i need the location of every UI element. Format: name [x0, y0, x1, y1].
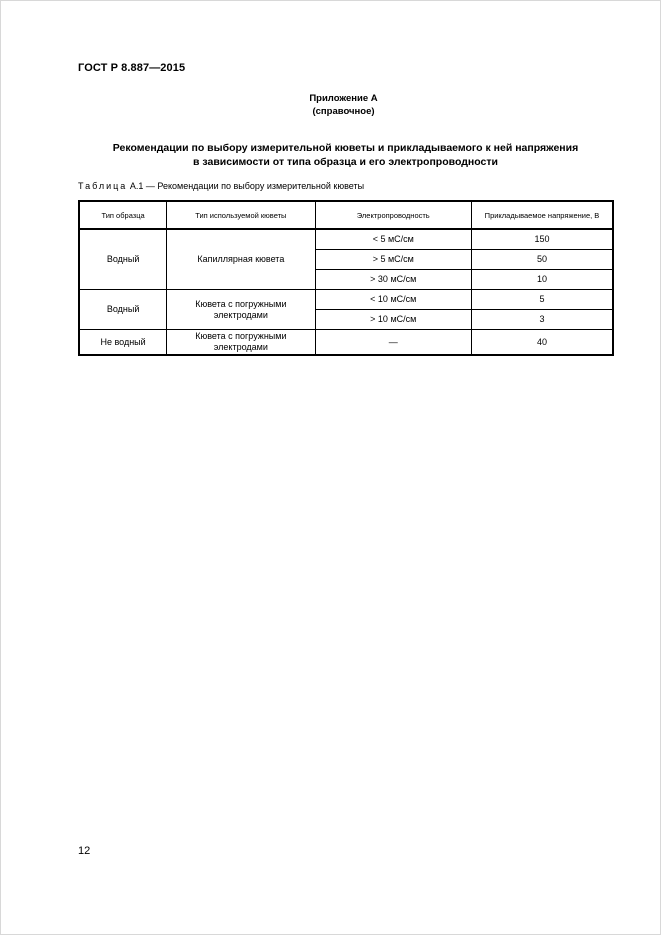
table-caption-label: Таблица — [78, 181, 128, 191]
cell-voltage: 150 — [471, 229, 613, 250]
cell-sample-type: Водный — [79, 229, 167, 290]
table-caption-text: — Рекомендации по выбору измерительной кюветы — [145, 181, 365, 191]
table-row — [79, 290, 613, 310]
header-voltage: Прикладываемое напряжение, В — [471, 201, 613, 229]
cell-cuvette-type: Кювета с погружными электродами — [167, 330, 315, 356]
cell-conductivity: > 5 мС/см — [315, 250, 471, 270]
header-conductivity: Электропроводность — [315, 201, 471, 229]
page-number: 12 — [78, 845, 91, 857]
cell-cuvette-type: Капиллярная кювета — [167, 229, 315, 290]
table-caption — [78, 181, 364, 191]
header-cuvette-type: Тип используемой кюветы — [167, 201, 315, 229]
cell-conductivity: — — [315, 330, 471, 356]
cell-sample-type: Не водный — [79, 330, 167, 356]
cell-conductivity: < 5 мС/см — [315, 229, 471, 250]
section-title-line-1: Рекомендации по выбору измерительной кюветы и прикладываемого к ней напряжения — [112, 142, 579, 154]
table-row — [79, 330, 613, 356]
cell-voltage: 3 — [471, 310, 613, 330]
table-row — [79, 229, 613, 250]
cell-conductivity: > 30 мС/см — [315, 270, 471, 290]
cell-sample-type: Водный — [79, 290, 167, 330]
section-title — [0, 141, 661, 169]
recommendation-table — [78, 200, 614, 356]
document-code: ГОСТ Р 8.887—2015 — [78, 62, 186, 74]
cell-cuvette-type: Кювета с погружными электродами — [167, 290, 315, 330]
cell-voltage: 40 — [471, 330, 613, 356]
cell-voltage: 50 — [471, 250, 613, 270]
table-header-row — [79, 201, 613, 229]
appendix-note: (справочное) — [312, 106, 375, 117]
cell-voltage: 5 — [471, 290, 613, 310]
appendix-title: Приложение А — [309, 93, 378, 104]
cell-conductivity: > 10 мС/см — [315, 310, 471, 330]
appendix-heading — [0, 92, 661, 118]
table-caption-number: А.1 — [129, 181, 144, 191]
cell-conductivity: < 10 мС/см — [315, 290, 471, 310]
header-sample-type: Тип образца — [79, 201, 167, 229]
cell-voltage: 10 — [471, 270, 613, 290]
section-title-line-2: в зависимости от типа образца и его электропроводности — [193, 156, 498, 168]
